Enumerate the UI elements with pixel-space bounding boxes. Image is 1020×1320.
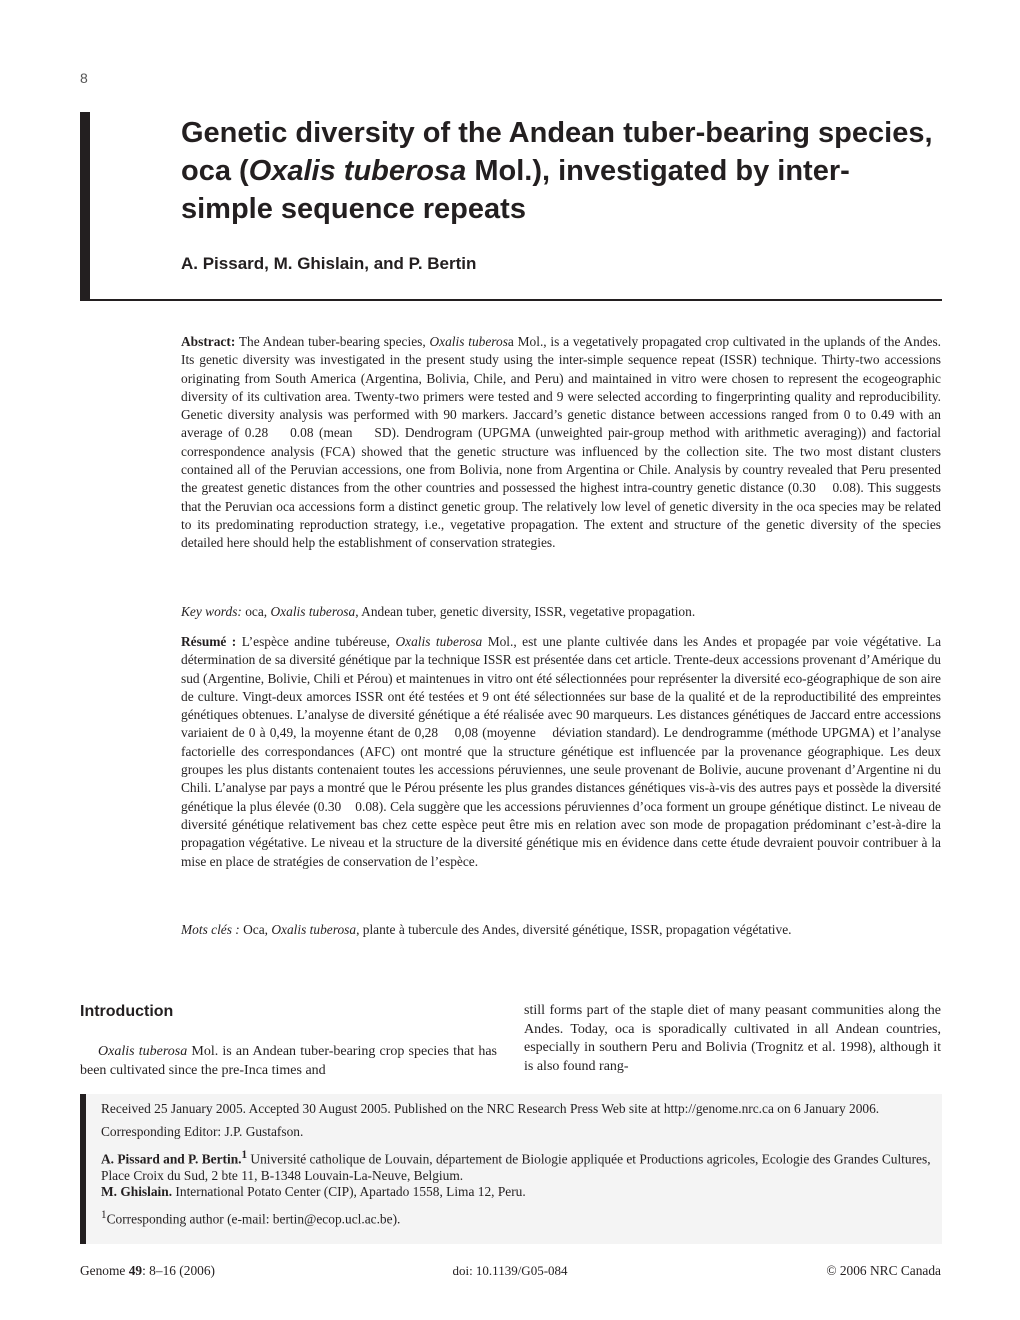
journal-pages: : 8–16 (2006) <box>142 1263 216 1278</box>
affiliation-2 <box>101 1184 939 1200</box>
introduction-left-column <box>80 1043 497 1080</box>
corresponding-marker: 1 <box>101 1209 107 1222</box>
journal-volume: 49 <box>128 1263 143 1278</box>
keywords-label: Key words: <box>181 604 242 619</box>
keywords <box>181 603 941 621</box>
affiliation-2-name: M. Ghislain. <box>101 1184 173 1200</box>
doi: doi: 10.1139/G05-084 <box>452 1263 568 1278</box>
abstract-label: Abstract: <box>181 334 236 349</box>
author-list: A. Pissard, M. Ghislain, and P. Bertin <box>181 254 477 273</box>
abstract <box>181 333 941 553</box>
corresponding-author-text: Corresponding author (e-mail: bertin@ecop.ucl.ac.be). <box>106 1211 401 1227</box>
resume <box>181 633 941 871</box>
title-text-start: Genetic diversity of the Andean tuber-bearing species, oca ( <box>181 117 933 187</box>
abstract-text: The Andean tuber-bearing species, <box>235 334 430 349</box>
affiliation-1 <box>101 1147 939 1184</box>
title-side-bar <box>80 112 90 300</box>
mots-cles-text-cont: , plante à tubercule des Andes, diversité génétique, ISSR, propagation végétative. <box>356 922 792 937</box>
journal-name: Genome <box>80 1263 129 1278</box>
resume-text-cont: Mol., est une plante cultivée dans les Andes et propagée par voie végétative. La détermination de sa diversité génétique par la technique ISSR est présentée dans cet article. Trente-deux accessions provenant d’Amérique du sud (Argentine, Bolivie, Chili et Pérou) et maintenues in vitro ont été sélectionnées pour représenter la diversité eco-géographique de son aire de culture. Vingt-deux amorces ISSR ont été testées et 9 ont été sélectionnées sur base de la qualité et de la reproductibilité des empreintes génétiques obtenues. L’analyse de diversité génétique a été réalisée avec 90 marqueurs. Les distances génétiques de Jaccard entre accessions variaient de 0 à 0,49, la moyenne étant de 0,28 0,08 (moyenne déviation standard). Le dendrogramme (méthode UPGMA) et l’analyse factorielle des correspondances (AFC) ont montré que la structure génétique est influencée par la provenance géographique. Les deux groupes les plus distants contenaient toutes les accessions péruviennes, une seule provenant de Bolivie, aucune provenant d’Argentine ni du Chili. L’analyse par pays a montré que le Pérou présente les plus grandes distances génétiques vis-à-vis des autres pays et possède la diversité génétique la plus élevée (0.30 0.08). Cela suggère que les accessions péruviennes d’oca forment un groupe génétique distinct. Le niveau de diversité génétique relativement bas chez cette espèce peut être mis en relation avec son mode de propagation prédominant c’est-à-dire la propagation végétative. Le niveau et la structure de la diversité génétique mis en évidence dans cette étude devraient pouvoir contribuer à la mise en place de stratégies de conservation de l’espèce. <box>181 634 942 869</box>
resume-text: L’espèce andine tubéreuse, <box>236 634 396 649</box>
intro-left-text: Mol. is an Andean tuber-bearing crop species that has been cultivated since the pre-Inca times and <box>80 1044 497 1078</box>
header-rule <box>80 299 942 301</box>
affiliation-1-text: Université catholique de Louvain, département de Biologie appliquée et Productions agricoles, Ecologie des Grandes Cultures, Place Croix du Sud, 2 bte 11, B-1348 Louvain-La-Neuve, Belgium. <box>101 1151 931 1184</box>
page-number: 8 <box>80 70 88 86</box>
footnotes <box>101 1101 939 1228</box>
resume-species: Oxalis tuberosa <box>395 634 483 649</box>
title-species-italic: Oxalis tuberosa <box>248 155 467 187</box>
resume-label: Résumé : <box>181 634 237 649</box>
introduction-right-column: still forms part of the staple diet of many peasant communities along the Andes. Today, oca is sporadically cultivated in all Andean countries, especially in southern Peru and Bolivia (Trognitz et al. 1998), although it is also found rang- <box>524 1003 941 1074</box>
keywords-text: oca, <box>241 604 271 619</box>
abstract-text-cont: a Mol., is a vegetatively propagated crop cultivated in the uplands of the Andes. Its genetic diversity was investigated in the present study using the inter-simple sequence repeat (ISSR) technique. Thirty-two accessions originating from South America (Argentina, Bolivia, Chile, and Peru) and maintained in vitro were chosen to represent the ecogeographic diversity of its cultivation area. Twenty-two primers were tested and 9 were selected according to fingerprinting quality and reproducibility. Genetic diversity analysis was performed with 90 markers. Jaccard’s genetic distance between accessions ranged from 0 to 0.49 with an average of 0.28 0.08 (mean SD). Dendrogram (UPGMA (unweighted pair-group method with arithmetic averaging)) and factorial correspondence analysis (FCA) showed that the genetic structure was influenced by the collection site. The two most distant clusters contained all of the Peruvian accessions, one from Bolivia, none from Argentina or Chile. Analysis by country revealed that Peru presented the greatest genetic distances from the other countries and possessed the highest intra-country genetic distance (0.30 0.08). This suggests that the Peruvian oca accessions form a distinct genetic group. The relatively low level of genetic diversity in the oca species may be related to its predominating reproduction strategy, i.e., vegetative propagation. The extent and structure of the genetic diversity of the species detailed here should help the establishment of conservation strategies. <box>181 334 942 551</box>
corresponding-author <box>101 1207 939 1228</box>
affiliation-1-names: A. Pissard and P. Bertin. <box>101 1151 242 1167</box>
intro-species: Oxalis tuberosa <box>98 1044 188 1059</box>
affiliation-2-text: International Potato Center (CIP), Apartado 1558, Lima 12, Peru. <box>172 1184 526 1200</box>
mots-cles <box>181 921 941 939</box>
abstract-species: Oxalis tuberos <box>429 334 508 349</box>
mots-cles-label: Mots clés : <box>181 922 240 937</box>
keywords-text-cont: , Andean tuber, genetic diversity, ISSR, vegetative propagation. <box>355 604 696 619</box>
mots-cles-text: Oca, <box>239 922 272 937</box>
introduction-heading: Introduction <box>80 1003 174 1020</box>
article-title <box>181 114 941 228</box>
mots-cles-species: Oxalis tuberosa <box>271 922 357 937</box>
copyright: © 2006 NRC Canada <box>826 1263 941 1278</box>
keywords-species: Oxalis tuberosa <box>270 604 356 619</box>
corresponding-editor: Corresponding Editor: J.P. Gustafson. <box>101 1124 304 1140</box>
affiliation-1-marker: 1 <box>241 1149 248 1162</box>
title-text-end: Mol.), investigated by inter-simple sequence repeats <box>181 155 850 225</box>
received-dates: Received 25 January 2005. Accepted 30 August 2005. Published on the NRC Research Press Web site at http://genome.nrc.ca on 6 January 2006. <box>101 1101 880 1116</box>
